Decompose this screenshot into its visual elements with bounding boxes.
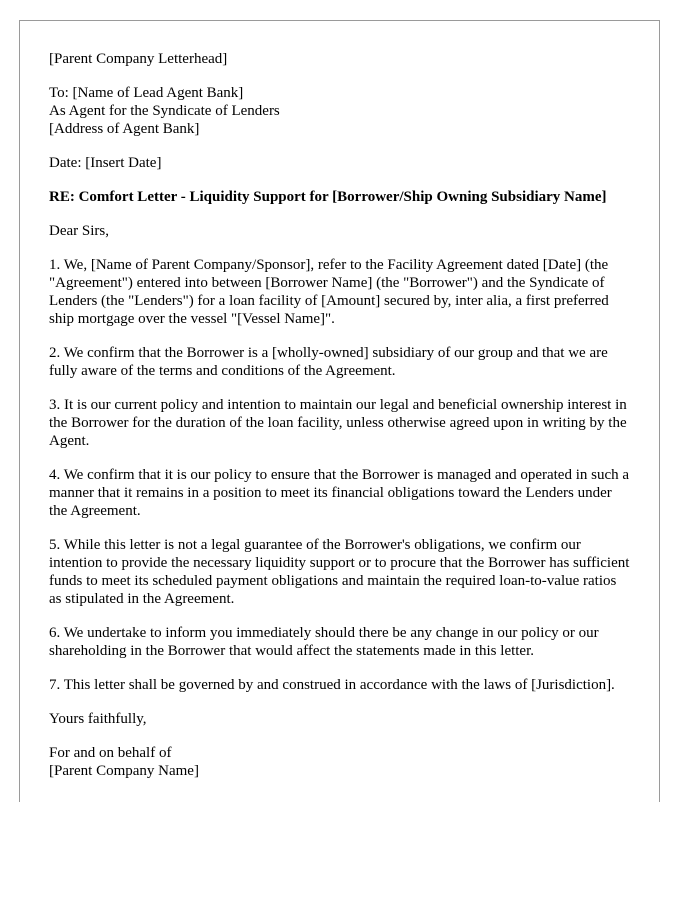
recipient-block bbox=[49, 84, 631, 138]
salutation: Dear Sirs, bbox=[49, 223, 109, 239]
paragraph-2: 2. We confirm that the Borrower is a [wholly-owned] subsidiary of our group and that we are fully aware of the terms and conditions of the Agreement. bbox=[49, 345, 608, 379]
subject-line: RE: Comfort Letter - Liquidity Support for [Borrower/Ship Owning Subsidiary Name] bbox=[49, 189, 607, 205]
recipient-role-line: As Agent for the Syndicate of Lenders bbox=[49, 103, 280, 119]
date-line: Date: [Insert Date] bbox=[49, 155, 162, 171]
signature-intro: For and on behalf of bbox=[49, 745, 172, 761]
paragraph-6: 6. We undertake to inform you immediately should there be any change in our policy or our shareholding in the Borrower that would affect the statements made in this letter. bbox=[49, 625, 599, 659]
paragraph-5: 5. While this letter is not a legal guarantee of the Borrower's obligations, we confirm our intention to provide the necessary liquidity support or to procure that the Borrower has sufficient funds to meet its scheduled payment obligations and maintain the required loan-to-value ratios as stipulated in the Agreement. bbox=[49, 537, 630, 607]
recipient-address-line: [Address of Agent Bank] bbox=[49, 121, 200, 137]
paragraph-1: 1. We, [Name of Parent Company/Sponsor], refer to the Facility Agreement dated [Date] (the "Agreement") entered into between [Borrower Name] (the "Borrower") and the Syndicate of Lenders (the "Lenders") for a loan facility of [Amount] secured by, inter alia, a first preferred ship mortgage over the vessel "[Vessel Name]". bbox=[49, 257, 609, 327]
letter-body bbox=[49, 50, 631, 796]
paragraph-3: 3. It is our current policy and intention to maintain our legal and beneficial ownership interest in the Borrower for the duration of the loan facility, unless otherwise agreed upon in writing by the Agent. bbox=[49, 397, 627, 449]
letterhead: [Parent Company Letterhead] bbox=[49, 51, 228, 67]
letter-page bbox=[19, 20, 660, 802]
recipient-to-line: To: [Name of Lead Agent Bank] bbox=[49, 85, 244, 101]
paragraph-4: 4. We confirm that it is our policy to ensure that the Borrower is managed and operated in such a manner that it remains in a position to meet its financial obligations toward the Lenders under the Agreement. bbox=[49, 467, 630, 519]
paragraph-7: 7. This letter shall be governed by and construed in accordance with the laws of [Jurisdiction]. bbox=[49, 677, 615, 693]
signature-block bbox=[49, 744, 631, 780]
signature-company: [Parent Company Name] bbox=[49, 763, 199, 779]
closing: Yours faithfully, bbox=[49, 711, 147, 727]
